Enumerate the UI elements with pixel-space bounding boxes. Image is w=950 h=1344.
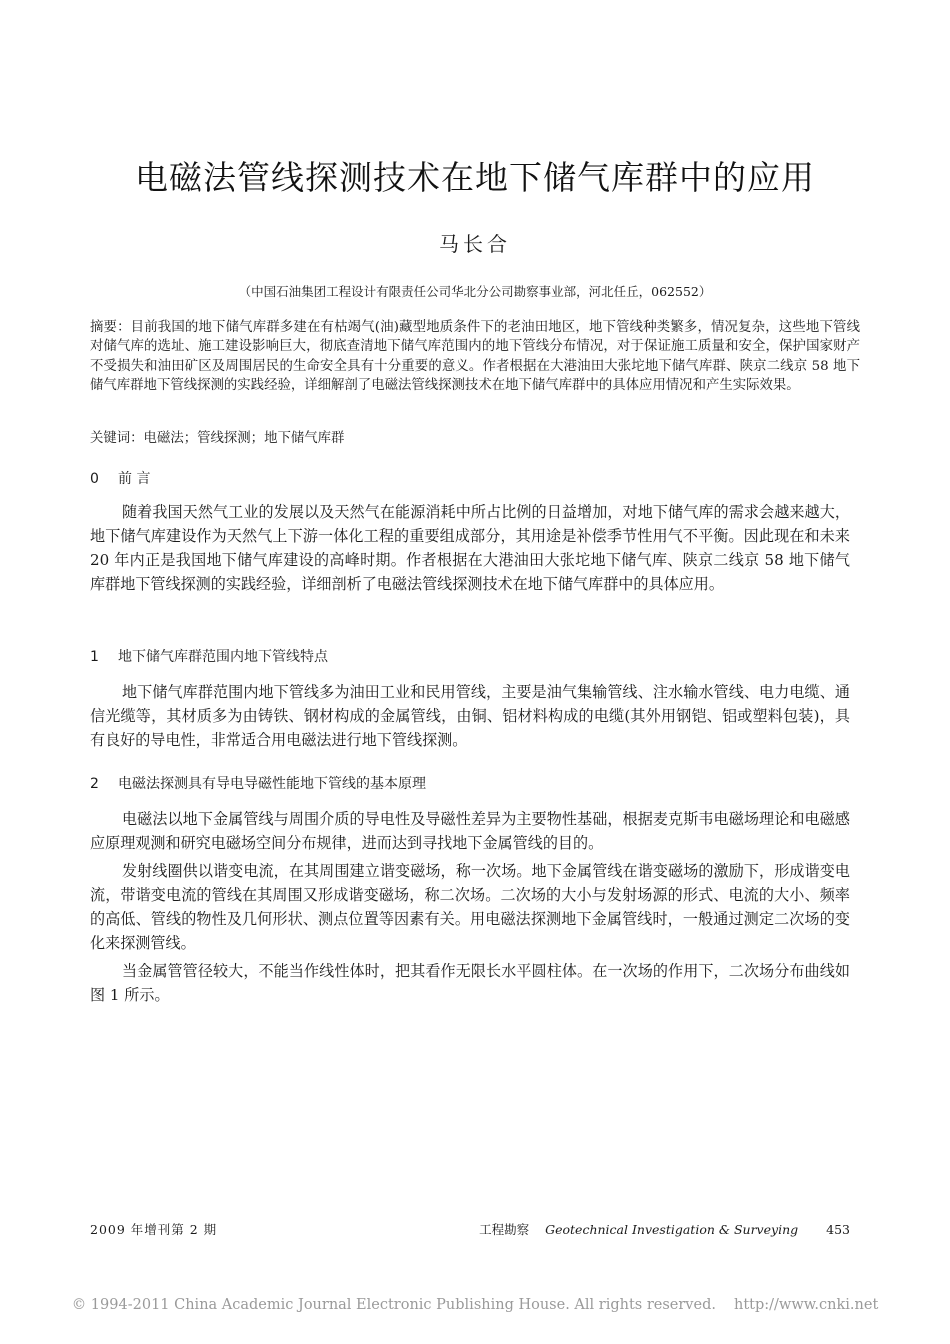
author-affiliation: （中国石油集团工程设计有限责任公司华北分公司勘察事业部，河北任丘，062552）: [238, 284, 712, 299]
paragraph: 地下储气库群范围内地下管线多为油田工业和民用管线，主要是油气集输管线、注水输水管线、电力电缆、通信光缆等，其材质多为由铸铁、钢材构成的金属管线，由铜、铝材料构成的电缆(其外用钢铠、铝或塑料包装)，具有良好的导电性，非常适合用电磁法进行地下管线探测。: [90, 683, 850, 749]
paragraph: 随着我国天然气工业的发展以及天然气在能源消耗中所占比例的日益增加，对地下储气库的需求会越来越大，地下储气库建设作为天然气上下游一体化工程的重要组成部分，其用途是补偿季节性用气不平衡。因此现在和未来 20 年内正是我国地下储气库建设的高峰时期。作者根据在大港油田大张坨地下储气库、陕京二线京 58 地下储气库群地下管线探测的实践经验，详细剖析了电磁法管线探测技术在地下储气库群中的具体应用。: [90, 503, 850, 593]
cnki-url: http://www.cnki.net: [733, 1297, 879, 1313]
paragraph: 发射线圈供以谐变电流，在其周围建立谐变磁场，称一次场。地下金属管线在谐变磁场的激励下，形成谐变电流，带谐变电流的管线在其周围又形成谐变磁场，称二次场。二次场的大小与发射场源的形式、电流的大小、频率的高低、管线的物性及几何形状、测点位置等因素有关。用电磁法探测地下金属管线时，一般通过测定二次场的变化来探测管线。: [90, 862, 850, 952]
author-name: 马长合: [439, 232, 511, 256]
copyright-text: © 1994-2011 China Academic Journal Electronic Publishing House. All rights reserved.: [71, 1297, 716, 1313]
paragraph: 当金属管管径较大，不能当作线性体时，把其看作无限长水平圆柱体。在一次场的作用下，二次场分布曲线如图 1 所示。: [90, 962, 850, 1004]
section-number: 1: [90, 649, 99, 665]
section-number: 0: [90, 471, 99, 487]
copyright-notice: [0, 1297, 950, 1313]
issue-label: 2009 年增刊第 2 期: [90, 1222, 218, 1237]
paper-title: 电磁法管线探测技术在地下储气库群中的应用: [135, 158, 815, 197]
page-number: 453: [826, 1222, 850, 1237]
keywords: 关键词：电磁法；管线探测；地下储气库群: [90, 431, 345, 446]
section-heading-1: [90, 646, 328, 666]
section-title: 地下储气库群范围内地下管线特点: [118, 649, 328, 665]
section-heading-2: [90, 773, 426, 793]
journal-name-cn: 工程勘察: [479, 1222, 530, 1237]
section-title: 前 言: [118, 471, 151, 487]
abstract: 摘要：目前我国的地下储气库群多建在有枯竭气(油)藏型地质条件下的老油田地区，地下管线种类繁多，情况复杂，这些地下管线对储气库的选址、施工建设影响巨大，彻底查清地下储气库范围内的地下管线分布情况，对于保证施工质量和安全，保护国家财产不受损失和油田矿区及周围居民的生命安全具有十分重要的意义。作者根据在大港油田大张坨地下储气库群、陕京二线京 58 地下储气库群地下管线探测的实践经验，详细解剖了电磁法管线探测技术在地下储气库群中的具体应用情况和产生实际效果。: [90, 320, 860, 393]
journal-name-en: Geotechnical Investigation & Surveying: [545, 1222, 799, 1237]
section-heading-0: [90, 468, 150, 488]
paragraph: 电磁法以地下金属管线与周围介质的导电性及导磁性差异为主要物性基础，根据麦克斯韦电磁场理论和电磁感应原理观测和研究电磁场空间分布规律，进而达到寻找地下金属管线的目的。: [90, 810, 850, 852]
journal-footer: [479, 1220, 850, 1238]
section-title: 电磁法探测具有导电导磁性能地下管线的基本原理: [118, 776, 426, 792]
section-number: 2: [90, 776, 99, 792]
